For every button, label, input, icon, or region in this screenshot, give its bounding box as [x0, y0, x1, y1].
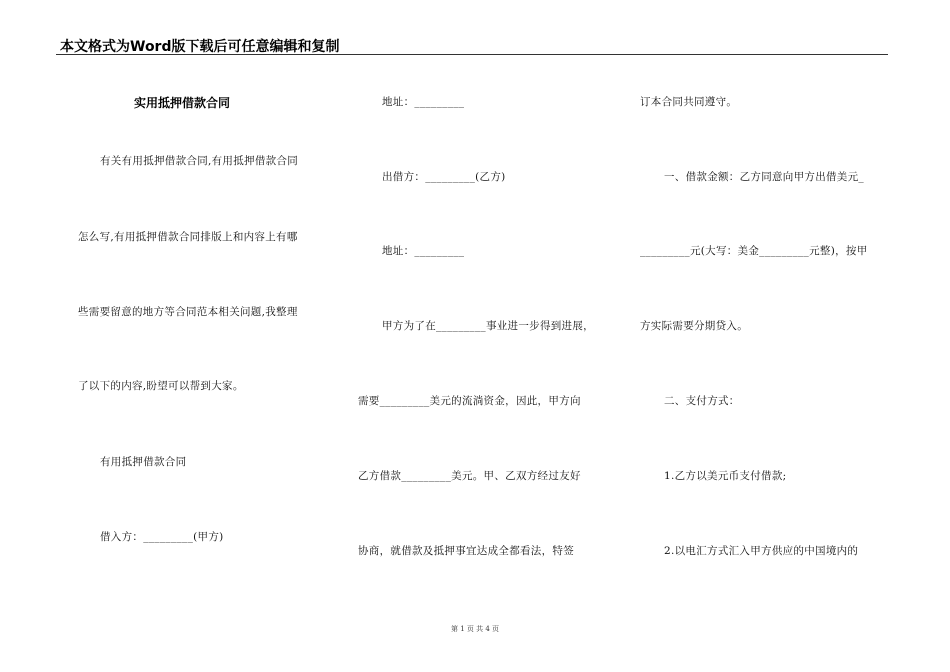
paragraph-line: 了以下的内容,盼望可以帮到大家。 [78, 380, 244, 392]
clause-loan-amount: 一、借款金额：乙方同意向甲方出借美元_ [664, 171, 864, 183]
page-number: 第 1 页 共 4 页 [450, 625, 500, 633]
address-field: 地址：_________ [382, 96, 465, 108]
paragraph-line: 甲方为了在_________事业进一步得到进展， [382, 320, 594, 332]
borrower-field: 借入方：_________(甲方) [100, 531, 224, 543]
paragraph-line: 些需要留意的地方等合同范本相关问题,我整理 [78, 306, 298, 318]
paragraph-line: 方实际需要分期贷入。 [640, 320, 748, 332]
paragraph-line: 乙方借款_________美元。甲、乙双方经过友好 [358, 470, 581, 482]
section-heading: 有用抵押借款合同 [100, 456, 187, 468]
document-title: 实用抵押借款合同 [134, 96, 231, 110]
list-item: 1.乙方以美元币支付借款; [664, 470, 787, 482]
document-banner: 本文格式为Word版下载后可任意编辑和复制 [60, 39, 340, 55]
paragraph-line: _________元(大写：美金_________元整)，按甲 [640, 245, 868, 257]
paragraph-line: 协商，就借款及抵押事宜达成全都看法，特签 [358, 545, 574, 557]
paragraph-line: 有关有用抵押借款合同,有用抵押借款合同 [100, 155, 299, 167]
clause-payment-method: 二、支付方式： [664, 395, 740, 407]
paragraph-line: 订本合同共同遵守。 [640, 96, 738, 108]
list-item: 2.以电汇方式汇入甲方供应的中国境内的 [664, 545, 859, 557]
header-divider [56, 54, 888, 55]
paragraph-line: 怎么写,有用抵押借款合同排版上和内容上有哪 [78, 231, 298, 243]
paragraph-line: 需要_________美元的流淌资金，因此，甲方向 [358, 395, 581, 407]
address-field: 地址：_________ [382, 245, 465, 257]
lender-field: 出借方：_________(乙方) [382, 171, 506, 183]
